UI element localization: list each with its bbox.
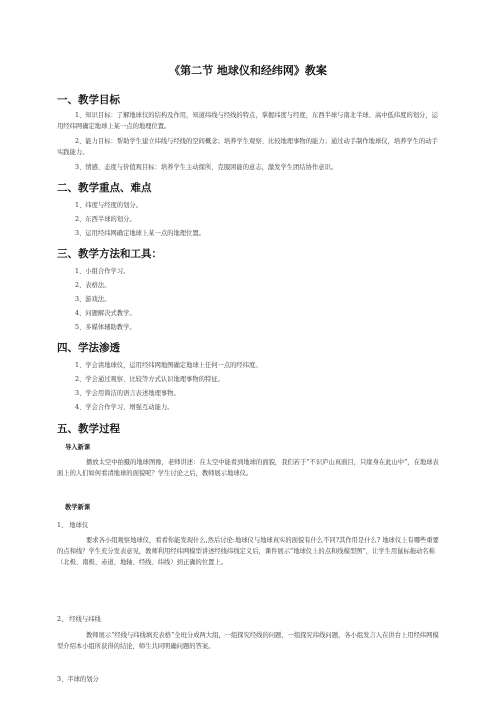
- part-1-title: 1、 地球仪: [57, 522, 89, 529]
- list-item: 4、学会合作学习，增强互动能力。: [75, 404, 174, 411]
- new-lesson-label: 教学新课: [65, 504, 91, 511]
- list-item: 1、纬度与经度的划分。: [75, 202, 142, 209]
- section-heading-methods: 三、教学方法和工具：: [57, 248, 162, 260]
- list-item: 2、学会通过观察、比较等方式认识地理事物的特征。: [75, 376, 224, 383]
- objective-ability: 2、能力目标：帮助学生建立纬线与经线的空间概念；培养学生观察、比较地理事物的能力；通过动手制作地球仪，培养学生的动手实践能力。: [57, 138, 438, 156]
- document-title: 《第二节 地球仪和经纬网》教案: [169, 64, 327, 77]
- section-heading-learning-methods: 四、学法渗透: [57, 342, 120, 354]
- intro-text: 播放太空中拍摄的地球图像，老师讲述：在太空中能看到地球的面貌，我们若于“不识庐山真面目，只缘身在此山中”，在地球表面上的人们如何看清地球的面貌呢？学生讨论之后，教师展示地球仪。: [57, 459, 439, 477]
- list-item: 3、运用经纬网确定地球上某一点的地理位置。: [75, 230, 205, 237]
- list-item: 1、小组合作学习。: [75, 268, 130, 275]
- list-item: 5、多媒体辅助教学。: [75, 324, 136, 331]
- section-heading-objectives: 一、教学目标: [57, 94, 120, 106]
- list-item: 3、游戏法。: [75, 296, 111, 303]
- part-3-title: 3、半球的划分: [57, 676, 99, 683]
- list-item: 3、学会用简洁的语言表述地理事物。: [75, 390, 180, 397]
- objective-attitude: 3、情感、态度与价值观目标：培养学生主动探所、克服困能的意志，激发学生团结协作意识。: [75, 164, 338, 171]
- section-heading-key-points: 二、教学重点、难点: [57, 182, 152, 194]
- list-item: 4、问题解决式教学。: [75, 310, 136, 317]
- objective-knowledge: 1、知识目标：了解地球仪的结构及作用，知道纬线与经线的特点，掌握纬度与经度，东西半球与南北半球、高中低纬度的划分，运用经纬网确定地球上某一点的地理位置。: [57, 112, 438, 130]
- intro-label: 导入新课: [65, 444, 91, 451]
- part-2-text: 教师展示“经线与纬线填充表格”全班分成两大组，一组探究经线的问题，一组探究纬线问题，各小组发言人在讲台上用经纬网模型介绍本小组所获得的结论，师生共同明确问题的答案。: [57, 632, 439, 650]
- part-2-title: 2、 经线与纬线: [57, 616, 101, 623]
- list-item: 2、表格法。: [75, 282, 111, 289]
- list-item: 2、东西半球的划分。: [75, 216, 136, 223]
- section-heading-process: 五、教学过程: [57, 423, 120, 435]
- list-item: 1、学会读地球仪，运用经纬网地图确定地球上任何一点的经纬度。: [75, 362, 262, 369]
- part-1-text: 要求各小组观察地球仪，看看你能发现什么,然后讨论:地球仪与地球真实的面貌有什么不同?其作用是什么? 地球仪上有哪些重要的点和线？学生充分发表意见，教师利用经纬网模型讲述经线纬线定义后，课件展示“地球仪上的点和线模型图”，让学生用鼠标拖动名称（北极、南极、赤道、地轴、经线、纬线）到正确的位置上。: [57, 537, 439, 566]
